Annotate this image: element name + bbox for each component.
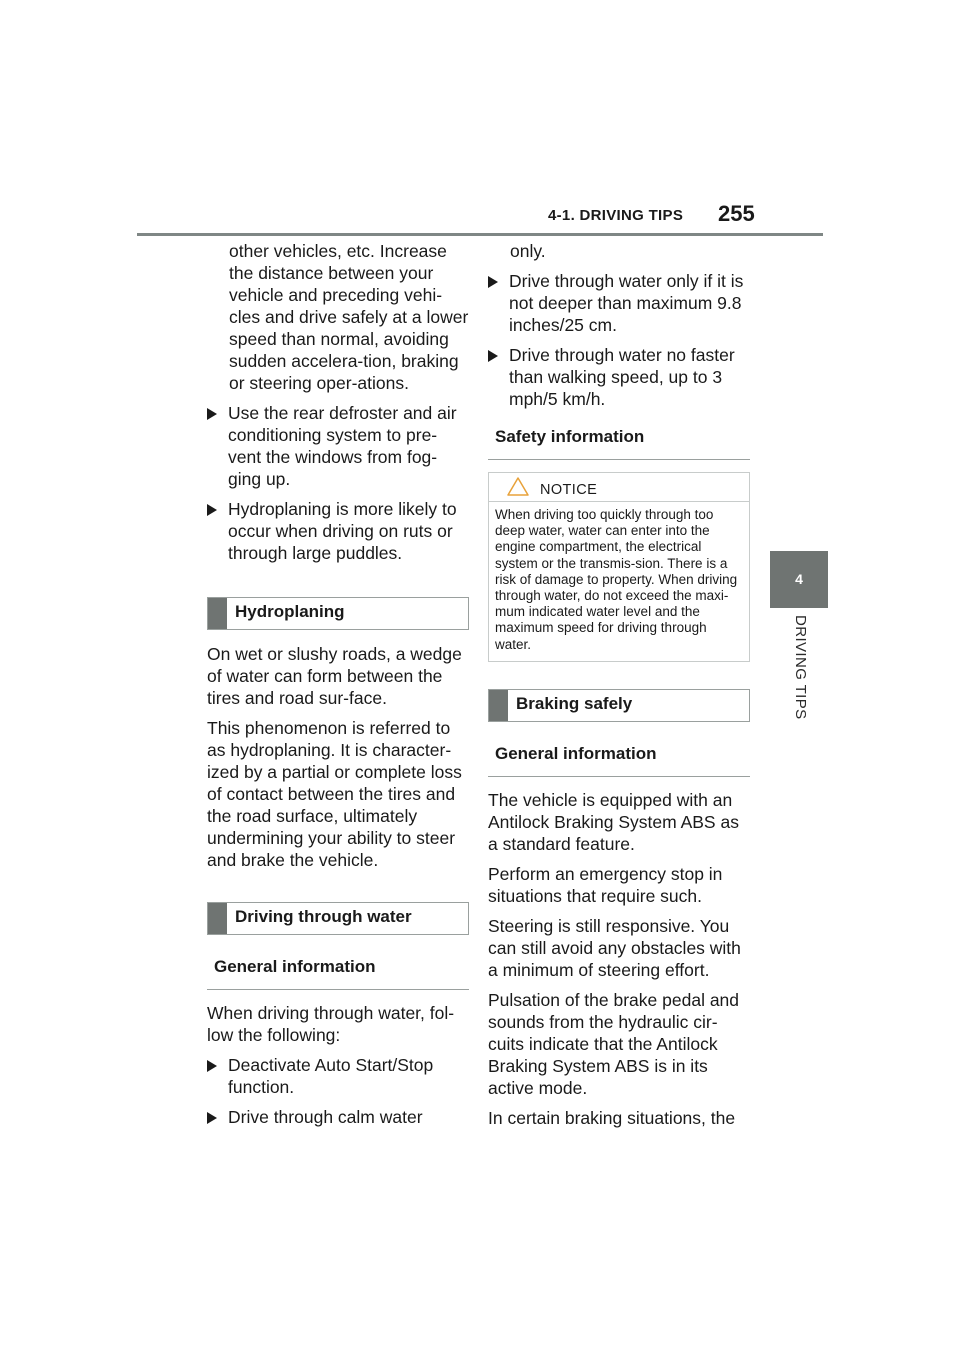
chapter-tab: 4 [770,551,828,608]
notice-box [488,472,750,662]
section-title: 4-1. DRIVING TIPS [548,207,684,224]
heading-text: Hydroplaning [235,602,345,621]
subheading-safety-information: Safety information [488,418,750,460]
list-item-text: Drive through water only if it is not deeper than maximum 9.8 inches/25 cm. [509,271,744,335]
heading-text: Braking safely [516,693,633,713]
continued-paragraph: other vehicles, etc. Increase the distance between your vehicle and preceding vehi-cles and drive safely at a lower speed than normal, avoiding sudden accelera-tion, braking or steering oper-ations. [229,241,469,393]
section-heading-hydroplaning [207,597,469,630]
bullet-list [488,270,750,410]
heading-bar [208,903,227,934]
header-rule [137,233,823,236]
triangle-bullet-icon [207,1060,217,1072]
subheading-general-information: General information [207,948,469,990]
list-item [207,402,469,490]
list-item-text: Use the rear defroster and air conditioning system to pre-vent the windows from fog-ging up. [228,403,457,489]
list-item-text: Drive through water no faster than walking speed, up to 3 mph/5 km/h. [509,345,735,409]
triangle-bullet-icon [488,276,498,288]
list-item-text: Hydroplaning is more likely to occur when driving on ruts or through large puddles. [228,499,457,563]
page-number: 255 [718,201,755,226]
heading-bar [208,598,227,629]
list-item [207,1106,469,1128]
list-item-text: Deactivate Auto Start/Stop function. [228,1055,434,1097]
section-heading-driving-through-water [207,902,469,935]
notice-text: When driving too quickly through too deep water, water can enter into the engine compartment, the electrical system or the transmis-sion. There is a risk of damage to property. When driving through water, do not exceed the maxi-mum indicated water level and the maximum speed for driving through water. [495,507,738,652]
paragraph: Pulsation of the brake pedal and sounds from the hydraulic cir-cuits indicate that the Antilock Braking System ABS is in its active mode. [488,989,740,1098]
heading-text: Driving through water [235,907,412,926]
list-item [488,344,750,410]
paragraph: This phenomenon is referred to as hydroplaning. It is character-ized by a partial or complete loss of contact between the tires and the road surface, ultimately undermining your ability to steer and brake the vehicle. [207,718,462,870]
bullet-list [207,1054,469,1128]
list-item [207,1054,469,1098]
paragraph: The vehicle is equipped with an Antilock Braking System ABS as a standard feature. [488,789,739,854]
triangle-bullet-icon [207,408,217,420]
continued-paragraph: only. [510,241,546,261]
triangle-bullet-icon [207,504,217,516]
bullet-list [207,402,469,564]
triangle-bullet-icon [488,350,498,362]
paragraph: Steering is still responsive. You can still avoid any obstacles with a minimum of steering effort. [488,915,741,980]
subheading-general-information: General information [488,735,750,777]
paragraph: Perform an emergency stop in situations that require such. [488,863,723,906]
heading-bar [489,690,508,721]
right-column [488,240,750,1137]
notice-header [489,473,749,502]
chapter-side-label [770,615,828,745]
paragraph: When driving through water, fol-low the following: [207,1003,455,1045]
list-item [207,498,469,564]
paragraph: In certain braking situations, the [488,1107,736,1128]
notice-title: NOTICE [540,482,598,498]
section-heading-braking-safely [488,689,750,722]
list-item [488,270,750,336]
warning-triangle-icon [507,477,529,496]
chapter-side-label-text: DRIVING TIPS [792,615,809,720]
list-item-text: Drive through calm water [228,1107,423,1127]
left-column [207,240,469,1136]
triangle-bullet-icon [207,1112,217,1124]
paragraph: On wet or slushy roads, a wedge of water can form between the tires and road sur-face. [207,644,462,708]
